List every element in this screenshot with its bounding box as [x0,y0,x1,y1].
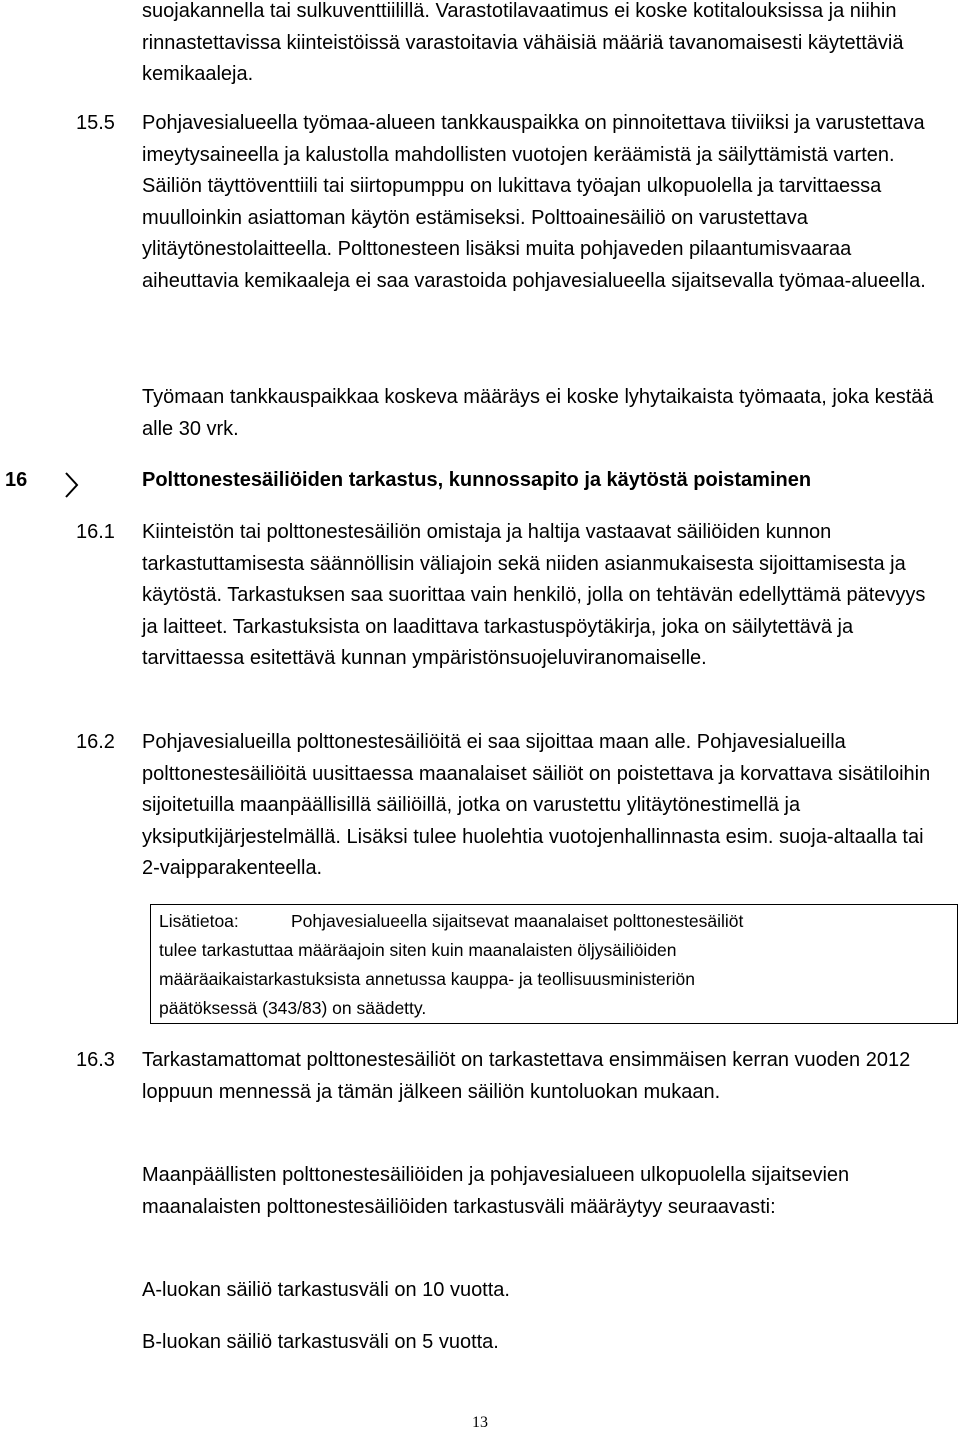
item-16-3-number: 16.3 [76,1049,115,1071]
item-16-1-text: Kiinteistön tai polttonestesäiliön omistaja ja haltija vastaavat säiliöiden kunnon tarkastuttamisesta säännöllisin väliajoin sekä niiden asianmukaisesta sijoittamisesta ja käytöstä. Tarkastuksen saa suorittaa vain henkilö, jolla on tehtävän edellyttämä pätevyys ja laitteet. Tarkastuksista on laadittava tarkastuspöytäkirja, joka on säilytettävä ja tarvittaessa esitettävä kunnan ympäristönsuojeluviranomaiselle. [142,521,926,669]
item-16-2-number: 16.2 [76,731,115,753]
info-box-line-2: tulee tarkastuttaa määräajoin siten kuin maanalaisten öljysäiliöiden [159,940,677,960]
info-box-label: Lisätietoa: [159,911,239,931]
item-16-3-text: Tarkastamattomat polttonestesäiliöt on tarkastettava ensimmäisen kerran vuoden 2012 loppuun mennessä ja tämän jälkeen säiliön kuntoluokan mukaan. [142,1049,911,1103]
item-16-3-class-b: B-luokan säiliö tarkastusväli on 5 vuotta. [142,1331,499,1353]
item-16-1-number: 16.1 [76,521,115,543]
item-15-5-note: Työmaan tankkauspaikkaa koskeva määräys ei koske lyhytaikaista työmaata, joka kestää alle 30 vrk. [142,386,934,440]
item-16-3-intro: Maanpäällisten polttonestesäiliöiden ja pohjavesialueen ulkopuolella sijaitsevien maanalaisten polttonestesäiliöiden tarkastusväli määräytyy seuraavasti: [142,1164,850,1218]
info-box-line-1-text: Pohjavesialueella sijaitsevat maanalaiset polttonestesäiliöt [291,911,744,931]
item-15-5-text: Pohjavesialueella työmaa-alueen tankkauspaikka on pinnoitettava tiiviiksi ja varustettava imeytysaineella ja kalustolla mahdollisten vuotojen keräämistä ja säilyttämistä varten. Säiliön täyttöventtiili tai siirtopumppu on lukittava työajan ulkopuolella ja tarvittaessa muulloinkin asiattoman käytön estämiseksi. Polttoainesäiliö on varustettava ylitäytönestolaitteella. Polttonesteen lisäksi muita pohjaveden pilaantumisvaaraa aiheuttavia kemikaaleja ei saa varastoida pohjavesialueella sijaitsevalla työmaa-alueella. [142,112,926,292]
section-16-number: 16 [5,469,28,491]
item-16-2-text: Pohjavesialueilla polttonestesäiliöitä ei saa sijoittaa maan alle. Pohjavesialueilla polttonestesäiliöitä uusittaessa maanalaiset säiliöt on poistettava ja korvattava sisätiloihin sijoitetuilla maanpäällisillä säiliöillä, jotka on varustettu ylitäytönestimellä ja yksiputkijärjestelmällä. Lisäksi tulee huolehtia vuotojenhallinnasta esim. suoja-altaalla tai 2-vaipparakenteella. [142,731,931,879]
info-box [150,904,958,1024]
info-box-line-1 [159,907,957,936]
info-box-line-3: määräaikaistarkastuksista annetussa kauppa- ja teollisuusministeriön [159,969,695,989]
page-number: 13 [472,1414,488,1431]
info-box-line-4: päätöksessä (343/83) on säädetty. [159,998,427,1018]
section-mark-icon [64,472,80,498]
section-16-title: Polttonestesäiliöiden tarkastus, kunnossapito ja käytöstä poistaminen [142,469,812,491]
item-15-5-number: 15.5 [76,112,115,134]
intro-paragraph: suojakannella tai sulkuventtiilillä. Varastotilavaatimus ei koske kotitalouksissa ja niihin rinnastettavissa kiinteistöissä varastoitavia vähäisiä määriä tavanomaisesti käytettäviä kemikaaleja. [142,0,904,85]
item-16-3-class-a: A-luokan säiliö tarkastusväli on 10 vuotta. [142,1279,510,1301]
